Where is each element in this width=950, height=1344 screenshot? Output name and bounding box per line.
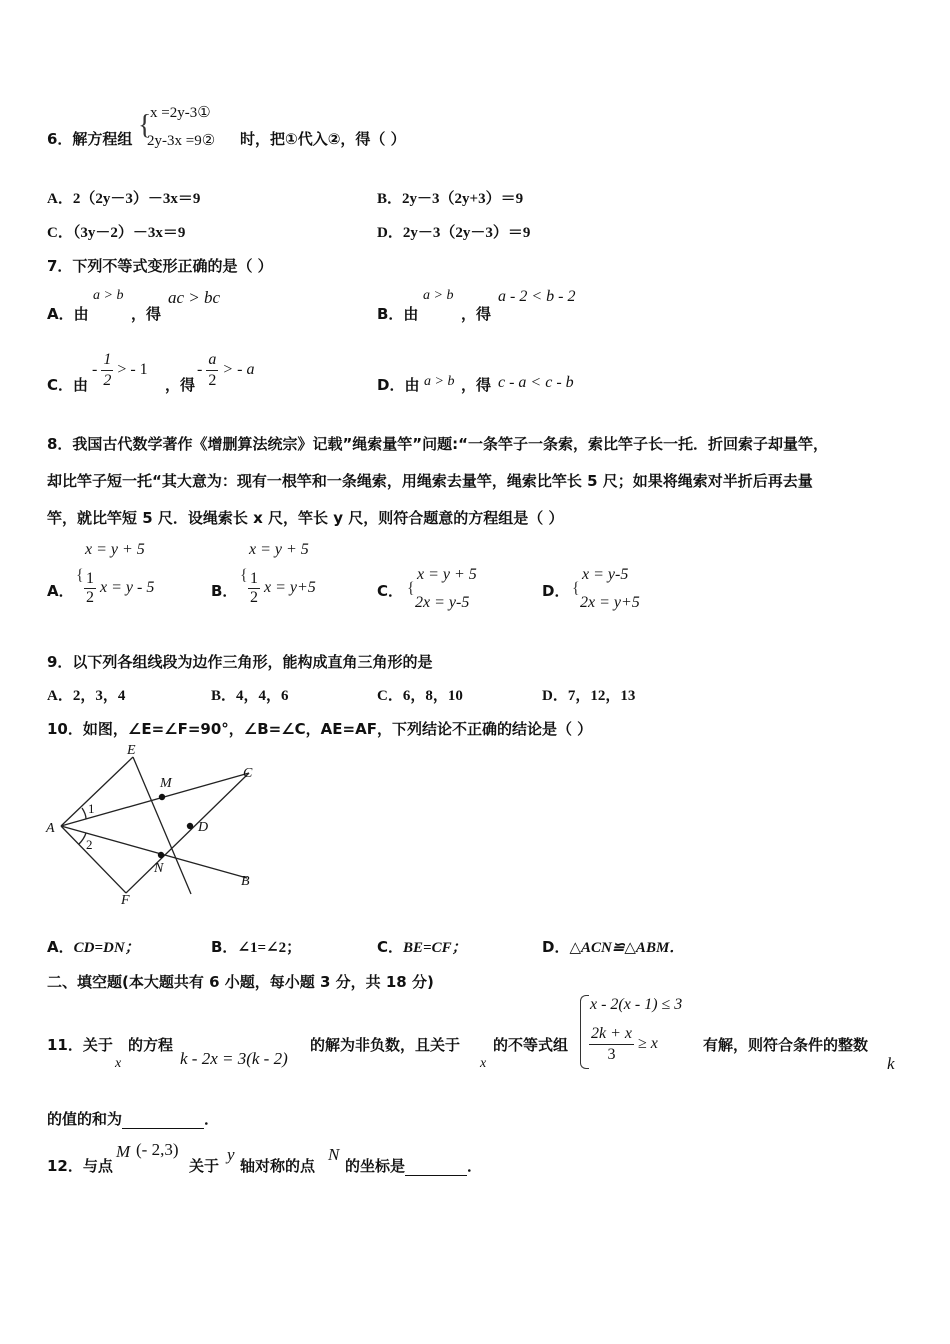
q6-option-b: B．2y－3（2y+3）＝9 xyxy=(377,191,524,207)
q8-option-d-eq2: 2x = y+5 xyxy=(580,594,640,611)
q7-option-a-mid: ，得 xyxy=(131,305,162,323)
label-angle-1: 1 xyxy=(88,801,95,816)
q7-option-d-cond: a > b xyxy=(424,374,455,389)
q11-inequality-1: x - 2(x - 1) ≤ 3 xyxy=(590,996,683,1013)
q7-option-a-label: A．由 xyxy=(47,305,89,323)
q6-brace: { xyxy=(138,110,152,141)
q8-option-d-label: D． xyxy=(542,582,570,600)
q7-option-b-label: B．由 xyxy=(377,305,419,323)
q11-var-x2: x xyxy=(480,1056,487,1071)
segment-af xyxy=(61,826,126,893)
q12-axis-y: y xyxy=(227,1145,235,1164)
q12-point-m: M xyxy=(116,1142,131,1161)
q9-option-c: C．6，8，10 xyxy=(377,688,463,704)
q8-option-c-eq2: 2x = y-5 xyxy=(415,594,470,611)
q10-option-c: C．BE=CF； xyxy=(377,938,467,956)
q8-option-a-brace: { xyxy=(76,567,84,584)
q11-text-part4: 的不等式组 xyxy=(493,1036,569,1054)
label-d: D xyxy=(198,820,209,835)
point-m-dot xyxy=(159,794,165,800)
q7-option-a-cond: a > b xyxy=(93,288,124,303)
q10-option-b: B．∠1=∠2； xyxy=(211,938,302,956)
q12-text-part3: 轴对称的点 xyxy=(240,1157,316,1175)
q11-answer-blank[interactable] xyxy=(122,1111,204,1129)
q11-answer-line xyxy=(47,1108,219,1129)
q6-suffix: 时，把①代入②，得（ ） xyxy=(240,130,406,148)
q10-stem: 10．如图，∠E=∠F=90°，∠B=∠C，AE=AF，下列结论不正确的结论是（ ） xyxy=(47,720,593,738)
q8-stem-line3: 竿，就比竿短 5 尺．设绳索长 x 尺，竿长 y 尺，则符合题意的方程组是（ ） xyxy=(47,509,564,527)
q11-system-brace xyxy=(580,995,589,1069)
label-m: M xyxy=(160,776,172,791)
q7-option-d-label: D．由 xyxy=(377,376,420,394)
q11-text-part1: 11．关于 xyxy=(47,1036,113,1054)
angle-1-arc xyxy=(82,808,86,819)
q11-text-part7: ． xyxy=(204,1110,220,1128)
q8-option-b-brace: { xyxy=(240,567,248,584)
q9-option-b: B．4，4，6 xyxy=(211,688,289,704)
q12-coordinates: (- 2,3) xyxy=(136,1140,179,1159)
label-c: C xyxy=(243,766,253,781)
q12-text-part5: ． xyxy=(467,1157,483,1175)
q7-option-c-result: - $\frac{a}{2}$ > - a xyxy=(197,351,255,389)
q6-option-c: C．（3y－2）－3x＝9 xyxy=(47,225,186,241)
q12-answer-blank[interactable] xyxy=(405,1158,467,1176)
q10-geometry-figure xyxy=(40,740,270,915)
q8-option-a-eq2: $\frac{1}{2}$ x = y - 5 xyxy=(86,570,155,606)
q9-stem: 9．以下列各组线段为边作三角形，能构成直角三角形的是 xyxy=(47,653,433,671)
q7-option-a-result: ac > bc xyxy=(168,288,221,307)
label-b: B xyxy=(241,874,250,889)
q8-option-b-eq1: x = y + 5 xyxy=(249,541,309,558)
q12-point-n: N xyxy=(328,1145,340,1164)
q10-option-d: D．△ACN≌△ABM． xyxy=(542,938,685,956)
q8-option-b-eq2: $\frac{1}{2}$ x = y+5 xyxy=(250,570,316,606)
q9-option-d: D．7，12，13 xyxy=(542,688,636,704)
q6-prefix: 6．解方程组 xyxy=(47,130,133,148)
q8-option-d-eq1: x = y-5 xyxy=(582,566,629,583)
q12-answer-line xyxy=(345,1155,482,1176)
label-n: N xyxy=(154,861,164,876)
label-f: F xyxy=(121,893,130,908)
label-angle-2: 2 xyxy=(86,837,93,852)
q11-text-part5: 有解，则符合条件的整数 xyxy=(703,1036,869,1054)
q12-text-part4: 的坐标是 xyxy=(345,1157,406,1175)
q8-option-b-label: B． xyxy=(211,582,238,600)
q7-option-c-cond: - $\frac{1}{2}$ > - 1 xyxy=(92,351,148,389)
q8-option-c-eq1: x = y + 5 xyxy=(417,566,477,583)
q10-option-a: A．CD=DN； xyxy=(47,938,140,956)
q7-stem: 7．下列不等式变形正确的是（ ） xyxy=(47,257,273,275)
q11-var-x1: x xyxy=(115,1056,122,1071)
angle-2-arc xyxy=(79,833,86,844)
q11-text-part6: 的值的和为 xyxy=(47,1110,123,1128)
q12-text-part2: 关于 xyxy=(189,1157,220,1175)
q6-eq1: x =2y-3① xyxy=(150,105,211,121)
q7-option-c-mid: ，得 xyxy=(165,376,196,394)
q8-stem-line2: 却比竿子短一托“其大意为：现有一根竿和一条绳索，用绳索去量竿，绳索比竿长 5 尺；如果将绳索对半折后再去量 xyxy=(47,472,813,490)
q8-option-a-eq1: x = y + 5 xyxy=(85,541,145,558)
q7-option-b-cond: a > b xyxy=(423,288,454,303)
q11-var-k: k xyxy=(887,1054,895,1073)
q7-option-b-mid: ，得 xyxy=(461,305,492,323)
q6-option-a: A．2（2y－3）－3x＝9 xyxy=(47,191,201,207)
q8-option-c-label: C． xyxy=(377,582,404,600)
q6-option-d: D．2y－3（2y－3）＝9 xyxy=(377,225,531,241)
q11-inequality-2: $\frac{2k + x}{3}$ ≥ x xyxy=(591,1025,658,1063)
q12-text-part1: 12．与点 xyxy=(47,1157,113,1175)
q8-stem-line1: 8．我国古代数学著作《增删算法统宗》记载”绳索量竿”问题:“一条竿子一条索，索比竿子长一托．折回索子却量竿， xyxy=(47,435,829,453)
q7-option-d-result: c - a < c - b xyxy=(498,374,574,391)
q11-text-part2: 的方程 xyxy=(128,1036,174,1054)
point-d-dot xyxy=(187,823,193,829)
label-e: E xyxy=(127,743,136,758)
q11-text-part3: 的解为非负数，且关于 xyxy=(310,1036,461,1054)
q6-eq2: 2y-3x =9② xyxy=(147,133,216,149)
label-a: A xyxy=(46,821,55,836)
q11-equation: k - 2x = 3(k - 2) xyxy=(180,1049,288,1068)
section-2-heading: 二、填空题(本大题共有 6 小题，每小题 3 分，共 18 分) xyxy=(47,973,434,991)
q7-option-c-label: C．由 xyxy=(47,376,89,394)
q9-option-a: A．2，3，4 xyxy=(47,688,126,704)
q8-option-d-brace: { xyxy=(572,580,580,597)
q7-option-b-result: a - 2 < b - 2 xyxy=(498,288,576,305)
q8-option-a-label: A． xyxy=(47,582,74,600)
point-n-dot xyxy=(158,852,164,858)
q7-option-d-mid: ，得 xyxy=(461,376,492,394)
q8-option-c-brace: { xyxy=(407,580,415,597)
